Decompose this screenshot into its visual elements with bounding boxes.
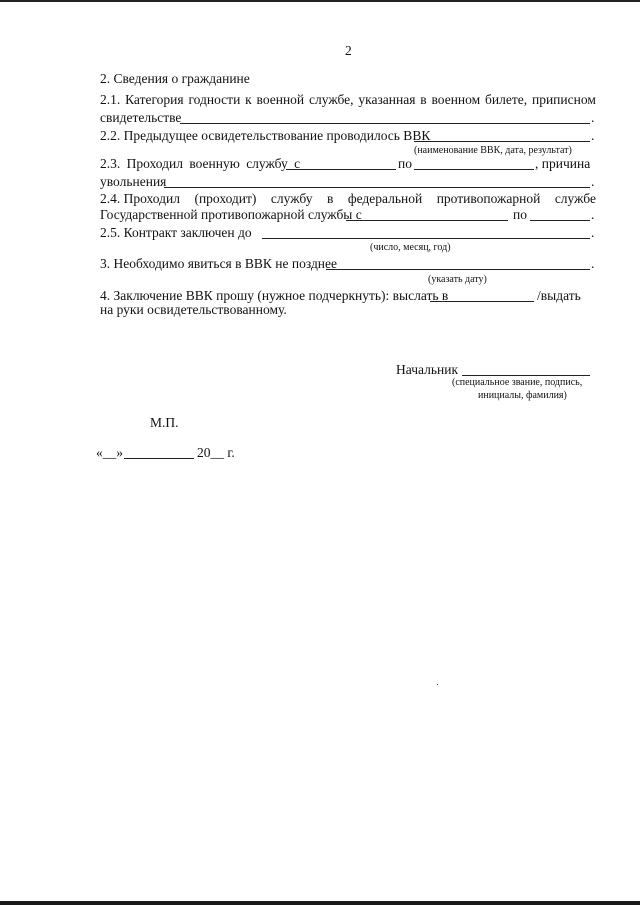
item-2-4-line1 <box>100 192 596 206</box>
item-2-3-line2: увольнения <box>100 174 167 189</box>
item-2-1-word: службе, <box>309 92 354 107</box>
signature-caption-2: инициалы, фамилия) <box>478 390 567 401</box>
date-month-line[interactable] <box>124 458 194 459</box>
item-2-4-to-line[interactable] <box>530 220 590 221</box>
item-4-fill-line[interactable] <box>430 301 534 302</box>
item-2-2-caption: (наименование ВВК, дата, результат) <box>414 145 572 156</box>
item-2-2-text: 2.2. Предыдущее освидетельствование проводилось ВВК <box>100 128 431 143</box>
item-3-text: 3. Необходимо явиться в ВВК не позднее <box>100 256 338 271</box>
signature-label: Начальник <box>396 362 459 377</box>
section-2-title: 2. Сведения о гражданине <box>100 71 250 86</box>
item-2-4-word: службу <box>270 191 313 206</box>
item-2-1-word: к <box>245 92 252 107</box>
item-2-1-word: военной <box>256 92 305 107</box>
item-2-5-fill-line[interactable] <box>262 238 590 239</box>
signature-caption-1: (специальное звание, подпись, <box>452 377 583 388</box>
scan-speck <box>437 684 438 685</box>
item-2-5-text: 2.5. Контракт заключен до <box>100 225 252 240</box>
item-4-vydat: /выдать <box>537 288 581 303</box>
item-2-1-line2: свидетельстве <box>100 110 182 125</box>
item-3-caption: (указать дату) <box>428 274 487 285</box>
item-2-1-word: указанная <box>358 92 416 107</box>
item-2-1-word: в <box>420 92 427 107</box>
scan-bottom-edge <box>0 901 640 905</box>
item-2-3-to-line[interactable] <box>414 169 534 170</box>
item-2-1-word: 2.1. <box>100 92 121 107</box>
item-2-4-word: 2.4. Проходил <box>100 191 180 206</box>
item-2-1-word: билете, <box>485 92 528 107</box>
item-2-1-end: . <box>591 110 595 125</box>
item-3-end: . <box>591 256 595 271</box>
item-2-3-po: по <box>398 156 412 171</box>
item-2-3-lead: 2.3. Проходил военную службу с <box>100 156 301 171</box>
item-2-2-fill-line[interactable] <box>414 141 590 142</box>
item-2-3-reason-line[interactable] <box>164 187 590 188</box>
stamp-label: М.П. <box>150 415 179 430</box>
signature-line[interactable] <box>462 375 590 376</box>
item-2-3-reason-label: , причина <box>535 156 591 171</box>
item-3-fill-line[interactable] <box>326 269 590 270</box>
item-2-1-word: военном <box>431 92 481 107</box>
page-number: 2 <box>345 43 352 58</box>
item-2-4-from-line[interactable] <box>346 220 508 221</box>
item-2-1-fill-line[interactable] <box>180 123 590 124</box>
date-day-quote: «__» <box>96 445 123 460</box>
item-2-3-from-line[interactable] <box>286 169 396 170</box>
item-2-4-word: службе <box>554 191 596 206</box>
item-2-4-word: противопожарной <box>436 191 541 206</box>
item-4-text: 4. Заключение ВВК прошу (нужное подчеркнуть): выслать в <box>100 288 449 303</box>
item-2-4-line2: Государственной противопожарной службы с <box>100 207 362 222</box>
item-2-4-word: в <box>326 191 334 206</box>
item-2-2-end: . <box>591 128 595 143</box>
item-4-line2: на руки освидетельствованному. <box>100 302 287 317</box>
item-2-1-line1 <box>100 93 596 107</box>
item-2-4-po: по <box>513 207 527 222</box>
date-year: 20__ г. <box>197 445 235 460</box>
item-2-4-word: (проходит) <box>194 191 257 206</box>
item-2-4-end: . <box>591 207 595 222</box>
item-2-1-word: годности <box>188 92 241 107</box>
item-2-1-word: приписном <box>531 92 596 107</box>
item-2-5-caption: (число, месяц, год) <box>370 242 451 253</box>
item-2-4-word: федеральной <box>347 191 423 206</box>
item-2-1-word: Категория <box>125 92 184 107</box>
item-2-3-end: . <box>591 174 595 189</box>
item-2-5-end: . <box>591 225 595 240</box>
